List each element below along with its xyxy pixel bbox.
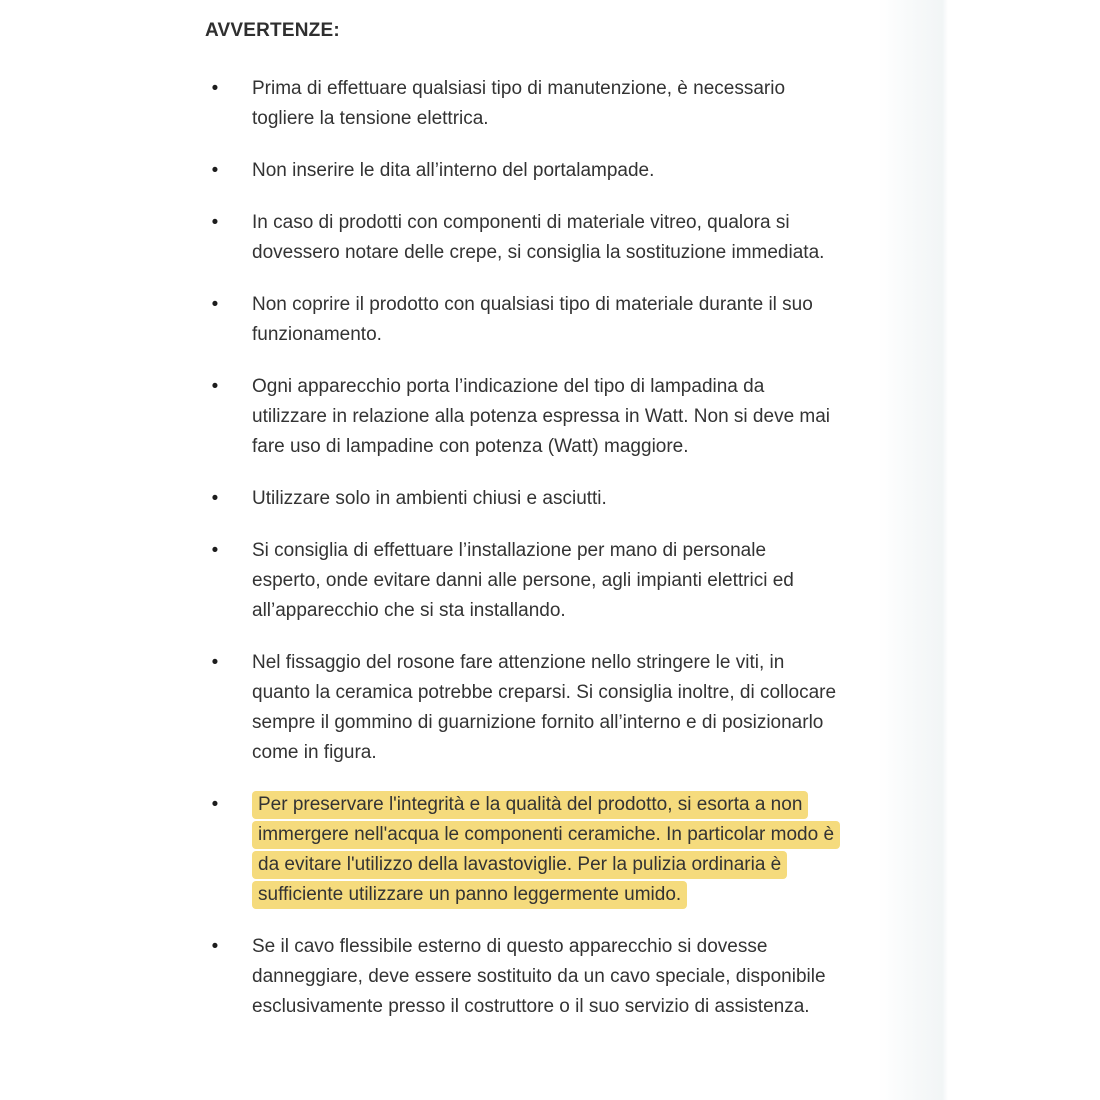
bullet-text: In caso di prodotti con componenti di materiale vitreo, qualora si dovessero notare delle crepe, si consiglia la sostituzione immediata. <box>252 212 825 263</box>
list-item <box>205 648 837 768</box>
list-item <box>205 290 837 350</box>
bullet-text: Ogni apparecchio porta l’indicazione del tipo di lampadina da utilizzare in relazione alla potenza espressa in Watt. Non si deve mai fare uso di lampadine con potenza (Watt) maggiore. <box>252 376 831 457</box>
bullet-icon <box>209 372 221 402</box>
bullet-text: Si consiglia di effettuare l’installazione per mano di personale esperto, onde evitare danni alle persone, agli impianti elettrici ed all’apparecchio che si sta installando. <box>252 540 794 621</box>
bullet-text: Se il cavo flessibile esterno di questo apparecchio si dovesse danneggiare, deve essere sostituito da un cavo speciale, disponibile esclusivamente presso il costruttore o il suo servizio di assistenza. <box>252 936 826 1017</box>
page-edge-shadow <box>878 0 948 1100</box>
bullet-text: Non inserire le dita all’interno del portalampade. <box>252 160 655 181</box>
bullet-icon <box>209 156 221 186</box>
bullet-text: Non coprire il prodotto con qualsiasi tipo di materiale durante il suo funzionamento. <box>252 294 813 345</box>
bullet-icon <box>209 484 221 514</box>
bullet-icon <box>209 290 221 320</box>
bullet-icon <box>209 536 221 566</box>
bullet-icon <box>209 648 221 678</box>
list-item-highlighted <box>205 790 837 910</box>
warning-list <box>205 74 837 1022</box>
bullet-text: Utilizzare solo in ambienti chiusi e asciutti. <box>252 488 607 509</box>
bullet-text: Nel fissaggio del rosone fare attenzione nello stringere le viti, in quanto la ceramica potrebbe creparsi. Si consiglia inoltre, di collocare sempre il gommino di guarnizione fornito all’interno e di posizionarlo come in figura. <box>252 652 837 763</box>
bullet-icon <box>209 790 221 820</box>
list-item <box>205 156 837 186</box>
list-item <box>205 484 837 514</box>
bullet-icon <box>209 208 221 238</box>
list-item <box>205 74 837 134</box>
bullet-text: Prima di effettuare qualsiasi tipo di manutenzione, è necessario togliere la tensione elettrica. <box>252 78 786 129</box>
list-item <box>205 372 837 462</box>
bullet-text-highlighted: Per preservare l'integrità e la qualità del prodotto, si esorta a non immergere nell'acqua le componenti ceramiche. In particolar modo è da evitare l'utilizzo della lavastoviglie. Per la pulizia ordinaria è sufficiente utilizzare un panno leggermente umido. <box>252 791 840 909</box>
document-page <box>205 20 845 1022</box>
list-item <box>205 208 837 268</box>
bullet-icon <box>209 74 221 104</box>
page-title: AVVERTENZE: <box>205 20 340 41</box>
list-item <box>205 536 837 626</box>
bullet-icon <box>209 932 221 962</box>
list-item <box>205 932 837 1022</box>
